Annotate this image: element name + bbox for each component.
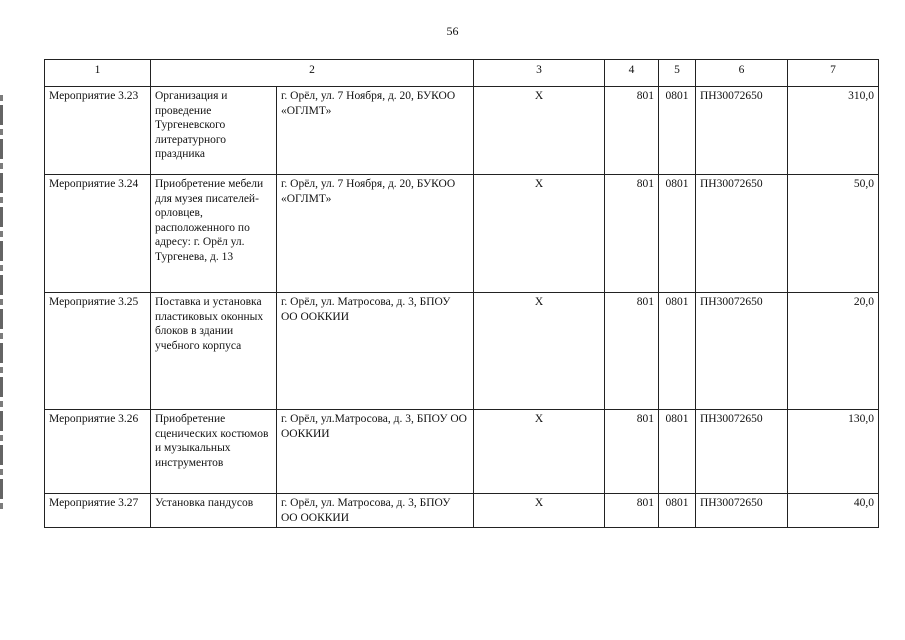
col3-cell: Х xyxy=(474,494,605,528)
col6-cell: ПН30072650 xyxy=(696,87,788,175)
header-col-2: 2 xyxy=(151,60,474,87)
header-col-7: 7 xyxy=(788,60,879,87)
table-row xyxy=(45,175,879,293)
event-cell: Мероприятие 3.26 xyxy=(45,410,151,494)
col5-cell: 0801 xyxy=(659,87,696,175)
col6-cell: ПН30072650 xyxy=(696,494,788,528)
header-col-6: 6 xyxy=(696,60,788,87)
col4-cell: 801 xyxy=(605,410,659,494)
col5-cell: 0801 xyxy=(659,494,696,528)
col7-cell: 310,0 xyxy=(788,87,879,175)
col4-cell: 801 xyxy=(605,87,659,175)
header-col-3: 3 xyxy=(474,60,605,87)
budget-table xyxy=(44,59,879,528)
table-row xyxy=(45,494,879,528)
col5-cell: 0801 xyxy=(659,410,696,494)
col5-cell: 0801 xyxy=(659,175,696,293)
col4-cell: 801 xyxy=(605,175,659,293)
place-cell: г. Орёл, ул. 7 Ноября, д. 20, БУКОО «ОГЛМТ» xyxy=(277,87,474,175)
table-row xyxy=(45,87,879,175)
col4-cell: 801 xyxy=(605,494,659,528)
place-cell: г. Орёл, ул.Матросова, д. 3, БПОУ ОО ООККИИ xyxy=(277,410,474,494)
name-cell: Установка пандусов xyxy=(151,494,277,528)
col6-cell: ПН30072650 xyxy=(696,175,788,293)
event-cell: Мероприятие 3.24 xyxy=(45,175,151,293)
event-cell: Мероприятие 3.23 xyxy=(45,87,151,175)
event-cell: Мероприятие 3.25 xyxy=(45,293,151,410)
col5-cell: 0801 xyxy=(659,293,696,410)
col3-cell: Х xyxy=(474,175,605,293)
table-row xyxy=(45,410,879,494)
name-cell: Приобретение сценических костюмов и музыкальных инструментов xyxy=(151,410,277,494)
place-cell: г. Орёл, ул. Матросова, д. 3, БПОУ ОО ООККИИ xyxy=(277,293,474,410)
scan-edge-artifact xyxy=(0,95,3,510)
name-cell: Приобретение мебели для музея писателей-орловцев, расположенного по адресу: г. Орёл ул. Тургенева, д. 13 xyxy=(151,175,277,293)
event-cell: Мероприятие 3.27 xyxy=(45,494,151,528)
col6-cell: ПН30072650 xyxy=(696,410,788,494)
place-cell: г. Орёл, ул. Матросова, д. 3, БПОУ ОО ООККИИ xyxy=(277,494,474,528)
name-cell: Поставка и установка пластиковых оконных блоков в здании учебного корпуса xyxy=(151,293,277,410)
col7-cell: 50,0 xyxy=(788,175,879,293)
col7-cell: 130,0 xyxy=(788,410,879,494)
header-col-4: 4 xyxy=(605,60,659,87)
page-number: 56 xyxy=(446,24,459,38)
name-cell: Организация и проведение Тургеневского литературного праздника xyxy=(151,87,277,175)
col3-cell: Х xyxy=(474,87,605,175)
col7-cell: 20,0 xyxy=(788,293,879,410)
col6-cell: ПН30072650 xyxy=(696,293,788,410)
col7-cell: 40,0 xyxy=(788,494,879,528)
header-col-1: 1 xyxy=(45,60,151,87)
place-cell: г. Орёл, ул. 7 Ноября, д. 20, БУКОО «ОГЛМТ» xyxy=(277,175,474,293)
col4-cell: 801 xyxy=(605,293,659,410)
col3-cell: Х xyxy=(474,410,605,494)
header-col-5: 5 xyxy=(659,60,696,87)
header-row xyxy=(45,60,879,87)
col3-cell: Х xyxy=(474,293,605,410)
table-row xyxy=(45,293,879,410)
